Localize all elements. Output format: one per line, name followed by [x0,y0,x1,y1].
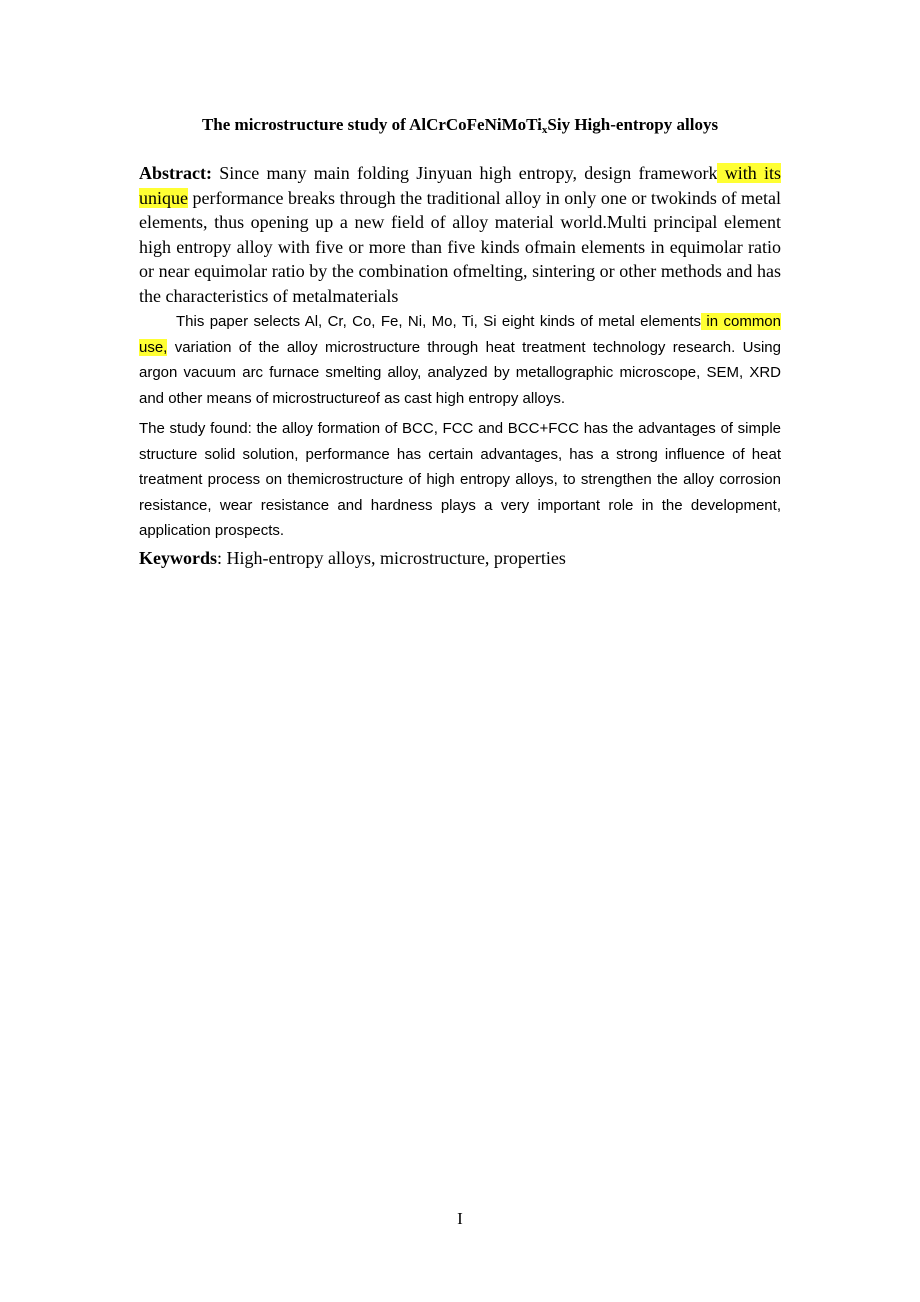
keywords-text: : High-entropy alloys, microstructure, properties [217,548,566,568]
keywords-line [139,546,781,570]
abstract-highlighted-text: with its unique [139,163,781,208]
abstract-text-end: performance breaks through the traditional alloy in only one or twokinds of metal elements, thus opening up a new field of alloy material world.Multi principal element high entropy alloy with five or more than five kinds ofmain elements in equimolar ratio or near equimolar ratio by the combination ofmelting, sintering or other methods and has the characteristics of metalmaterials [139,187,781,306]
methods-paragraph [139,309,781,411]
methods-text-end: variation of the alloy microstructure through heat treatment technology research. Using argon vacuum arc furnace smelting alloy, analyzed by metallographic microscope, SEM, XRD and other means of microstructureof as cast high entropy alloys. [139,338,781,407]
findings-paragraph [139,416,781,544]
methods-text-start: This paper selects Al, Cr, Co, Fe, Ni, Mo, Ti, Si eight kinds of metal elements [176,313,702,330]
paper-title [139,114,781,136]
title-suffix-text: Siy High-entropy alloys [547,115,719,134]
abstract-label: Abstract: [139,163,212,183]
title-subscript: x [541,124,548,136]
findings-text: The study found: the alloy formation of BCC, FCC and BCC+FCC has the advantages of simple structure solid solution, performance has certain advantages, has a strong influence of heat treatment process on themicrostructure of high entropy alloys, to strengthen the alloy corrosion resistance, wear resistance and hardness plays a very important role in the development, application prospects. [139,420,781,539]
methods-highlighted-text: in common use, [139,313,781,356]
page-number: I [457,1209,463,1228]
abstract-paragraph [139,161,781,309]
abstract-text-start: Since many main folding Jinyuan high entropy, design framework [211,163,718,183]
keywords-label: Keywords [139,548,217,568]
title-main-text: The microstructure study of AlCrCoFeNiMoTi [201,115,542,134]
